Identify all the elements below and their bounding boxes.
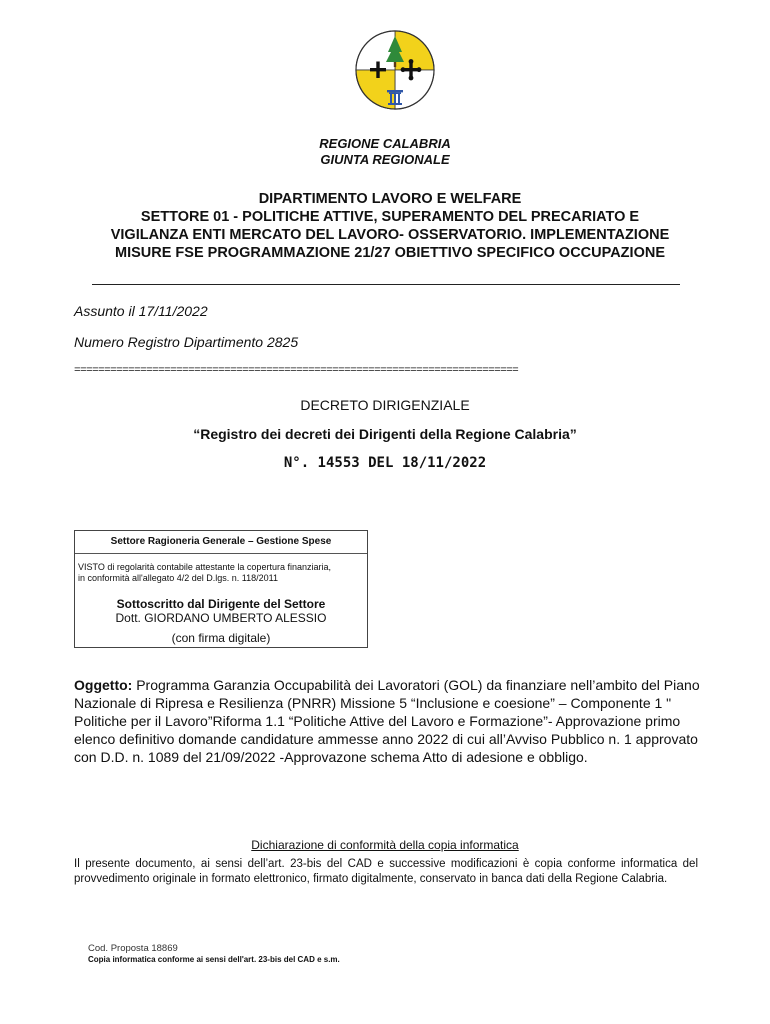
oggetto-label: Oggetto: <box>74 677 133 693</box>
box-signature <box>75 597 367 625</box>
footer-copia: Copia informatica conforme ai sensi dell'art. 23-bis del CAD e s.m. <box>88 955 340 964</box>
assunto-date: Assunto il 17/11/2022 <box>74 303 208 319</box>
decree-type: DECRETO DIRIGENZIALE <box>300 397 470 413</box>
box-divider <box>75 553 367 554</box>
document-header <box>0 136 770 168</box>
ragioneria-stamp-box <box>74 530 368 648</box>
horizontal-divider <box>92 284 680 285</box>
box-visto-text <box>78 562 368 584</box>
registro-dipartimento: Numero Registro Dipartimento 2825 <box>74 334 299 350</box>
decree-number: N°. 14553 DEL 18/11/2022 <box>283 455 487 471</box>
department-line-2: SETTORE 01 - POLITICHE ATTIVE, SUPERAMENTO DEL PRECARIATO E <box>140 209 640 225</box>
box-visto-line-1: VISTO di regolarità contabile attestante la copertura finanziaria, <box>78 562 331 572</box>
box-signer-name: Dott. GIORDANO UMBERTO ALESSIO <box>115 611 327 625</box>
box-title: Settore Ragioneria Generale – Gestione Spese <box>110 536 332 547</box>
footer-proposta: Cod. Proposta 18869 <box>88 943 178 954</box>
department-line-3: VIGILANZA ENTI MERCATO DEL LAVORO- OSSERVATORIO. IMPLEMENTAZIONE <box>110 227 670 243</box>
dichiarazione-title: Dichiarazione di conformità della copia informatica <box>251 838 519 852</box>
equals-separator: ========================================================================== <box>74 365 519 377</box>
council-name: GIUNTA REGIONALE <box>320 152 450 167</box>
department-heading <box>60 190 720 262</box>
box-signed-by: Sottoscritto dal Dirigente del Settore <box>116 597 326 611</box>
oggetto-paragraph <box>74 676 700 766</box>
box-digital-signature: (con firma digitale) <box>171 631 271 645</box>
regione-calabria-emblem-icon <box>355 28 435 112</box>
department-line-4: MISURE FSE PROGRAMMAZIONE 21/27 OBIETTIVO SPECIFICO OCCUPAZIONE <box>115 245 665 261</box>
region-name: REGIONE CALABRIA <box>319 136 451 151</box>
dichiarazione-text: Il presente documento, ai sensi dell’art. 23-bis del CAD e successive modificazioni è copia conforme informatica del provvedimento originale in formato elettronico, firmato digitalmente, conservato in banca dati della Regione Calabria. <box>74 858 698 885</box>
oggetto-text: Programma Garanzia Occupabilità dei Lavoratori (GOL) da finanziare nell’ambito del Piano Nazionale di Ripresa e Resilienza (PNRR) Missione 5 “Inclusione e coesione” – Componente 1 " Politiche per il Lavoro”Riforma 1.1 “Politiche Attive del Lavoro e Formazione”- Approvazione primo elenco definitivo domande candidature ammesse anno 2022 di cui all’Avviso Pubblico n. 1 approvato con D.D. n. 1089 del 21/09/2022 -Approvazone schema Atto di adesione e obbligo. <box>74 677 700 765</box>
box-visto-line-2: in conformità all'allegato 4/2 del D.lgs. n. 118/2011 <box>78 573 279 583</box>
department-line-1: DIPARTIMENTO LAVORO E WELFARE <box>258 191 522 207</box>
decree-registro: “Registro dei decreti dei Dirigenti della Regione Calabria” <box>193 426 577 442</box>
